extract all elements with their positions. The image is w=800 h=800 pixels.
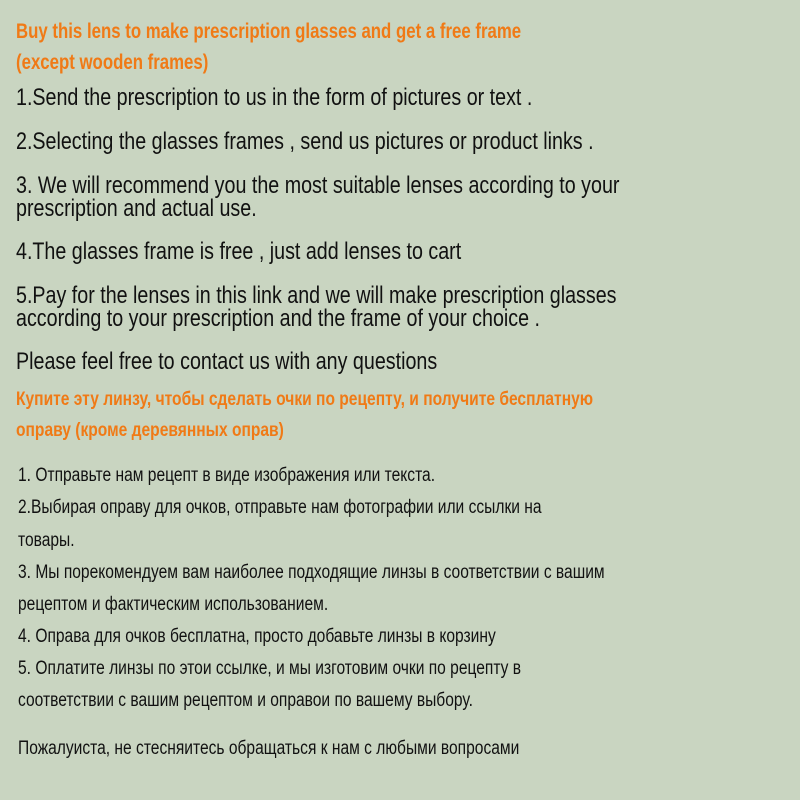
english-step-5-line-2: according to your prescription and the frame of your choice . (16, 305, 540, 332)
russian-header-line-1: Купите эту линзу, чтобы сделать очки по рецепту, и получите бесплатную (16, 389, 594, 410)
english-header-line-1: Buy this lens to make prescription glasses and get a free frame (16, 20, 522, 43)
english-step-1: 1.Send the prescription to us in the form of pictures or text . (16, 84, 533, 111)
russian-header-line-2: оправу (кроме деревянных оправ) (16, 420, 284, 441)
english-closing: Please feel free to contact us with any questions (16, 348, 438, 375)
english-step-4: 4.The glasses frame is free , just add lenses to cart (16, 238, 462, 265)
russian-step-1: 1. Отправьте нам рецепт в виде изображения или текста. (18, 465, 436, 486)
english-step-5-line-1: 5.Pay for the lenses in this link and we will make prescription glasses (16, 282, 617, 309)
russian-step-2-line-2: товары. (18, 530, 75, 551)
russian-step-3-line-1: 3. Мы порекомендуем вам наиболее подходящие линзы в соответствии с вашим (18, 562, 605, 583)
russian-step-5-line-2: соответствии с вашим рецептом и оправои по вашему выбору. (18, 690, 473, 711)
russian-step-3-line-2: рецептом и фактическим использованием. (18, 594, 329, 615)
english-step-3-line-1: 3. We will recommend you the most suitable lenses according to your (16, 172, 620, 199)
english-step-2: 2.Selecting the glasses frames , send us pictures or product links . (16, 128, 594, 155)
russian-step-4: 4. Оправа для очков бесплатна, просто добавьте линзы в корзину (18, 626, 496, 647)
russian-step-5-line-1: 5. Оплатите линзы по этои ссылке, и мы изготовим очки по рецепту в (18, 658, 522, 679)
english-step-3-line-2: prescription and actual use. (16, 195, 257, 222)
russian-closing: Пожалуиста, не стесняитесь обращаться к нам с любыми вопросами (18, 738, 520, 759)
english-header-line-2: (except wooden frames) (16, 51, 209, 74)
russian-step-2-line-1: 2.Выбирая оправу для очков, отправьте нам фотографии или ссылки на (18, 497, 542, 518)
